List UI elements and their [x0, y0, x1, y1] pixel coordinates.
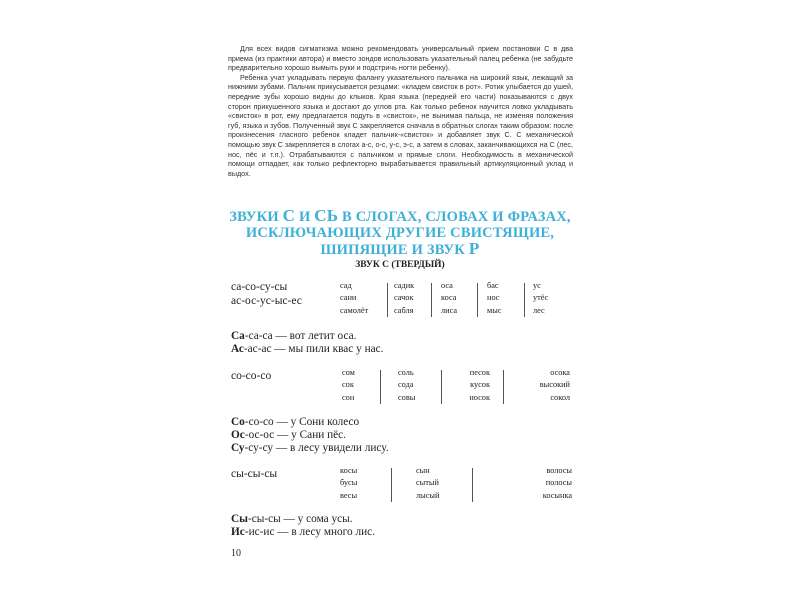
word-column — [448, 367, 490, 404]
word: песок — [469, 368, 490, 377]
column-divider — [503, 370, 504, 404]
word: лиса — [441, 305, 458, 315]
word-column — [398, 367, 415, 404]
phrase-rest: -са-са — вот летит оса. — [244, 330, 357, 342]
word: сода — [398, 380, 414, 390]
word: носок — [469, 392, 490, 402]
word: мыс — [487, 305, 502, 315]
word: косынка — [542, 490, 572, 500]
column-divider — [472, 468, 473, 502]
phrase-rest: -со-со — у Сони колесо — [244, 416, 360, 428]
word: сытый — [416, 478, 439, 488]
heading-line-1 — [218, 208, 582, 225]
word-column — [500, 465, 572, 502]
word: сон — [342, 392, 355, 402]
phrase-rest: -ос-ос — у Сани пёс. — [244, 429, 347, 441]
word: лес — [533, 305, 545, 315]
word: совы — [398, 392, 416, 402]
syllable-line: са-со-су-сы — [231, 281, 288, 293]
phrase-line — [231, 429, 389, 442]
word: косы — [340, 466, 358, 475]
column-divider — [380, 370, 381, 404]
word-column — [340, 280, 368, 317]
word: высокий — [539, 380, 570, 390]
word: полосы — [545, 478, 572, 488]
heading-text: ШИПЯЩИЕ И ЗВУК — [320, 242, 469, 258]
word: утёс — [533, 293, 549, 303]
section-heading — [218, 208, 582, 258]
syllable-line: со-со-со — [231, 370, 272, 382]
syllable-group-2 — [231, 369, 271, 383]
heading-letter-r: Р — [468, 239, 480, 258]
word-column — [516, 367, 570, 404]
word: кусок — [470, 380, 490, 390]
syllable-line: ас-ос-ус-ыс-ес — [231, 295, 302, 307]
heading-line-2: ИСКЛЮЧАЮЩИХ ДРУГИЕ СВИСТЯЩИЕ, — [245, 225, 555, 241]
word: самолёт — [340, 305, 369, 315]
word: сок — [342, 380, 354, 390]
word: сад — [340, 281, 352, 290]
heading-text: ЗВУКИ — [229, 209, 283, 225]
word: коса — [441, 293, 457, 303]
phrase-rest: -сы-сы — у сома усы. — [247, 513, 353, 525]
phrase-group-2 — [231, 416, 389, 455]
word-column — [340, 465, 357, 502]
phrase-line — [231, 513, 375, 526]
word: весы — [340, 490, 358, 500]
heading-letter-s: С — [282, 206, 296, 225]
word-column — [533, 280, 548, 317]
word-column — [441, 280, 457, 317]
phrase-lead: Су — [231, 442, 245, 454]
word: бас — [487, 281, 499, 290]
intro-text — [228, 44, 573, 178]
syllable-group-1 — [231, 280, 302, 308]
word-column — [342, 367, 355, 404]
page-number: 10 — [231, 548, 241, 559]
word: сабля — [394, 305, 414, 315]
word: сачок — [394, 293, 414, 303]
phrase-lead: Ос — [231, 429, 245, 441]
column-divider — [524, 283, 525, 317]
phrase-line — [231, 526, 375, 539]
phrase-lead: Ис — [231, 526, 245, 538]
word: садик — [394, 281, 415, 290]
word: ус — [533, 281, 541, 290]
word: сокол — [550, 392, 570, 402]
heading-line-3 — [218, 241, 582, 258]
phrase-lead: Ас — [231, 343, 244, 355]
word: бусы — [340, 478, 358, 488]
word: сани — [340, 293, 357, 303]
word: оса — [441, 281, 453, 290]
column-divider — [477, 283, 478, 317]
word: волосы — [546, 466, 572, 475]
word: сом — [342, 368, 355, 377]
word: осока — [550, 368, 570, 377]
intro-paragraph-1: Для всех видов сигматизма можно рекомендовать универсальный прием постановки С в два приема (из практики автора) и вместо зондов использовать указательный палец ребенка (не забудьте предварительно хорошо вымыть руки и подстричь ногти ребенку). — [228, 44, 573, 73]
word: нос — [487, 293, 500, 303]
phrase-lead: Сы — [231, 513, 248, 525]
phrase-lead: Са — [231, 330, 245, 342]
heading-text: И — [295, 209, 315, 225]
sound-subheading: ЗВУК С (ТВЕРДЫЙ) — [355, 260, 445, 270]
phrase-line — [231, 442, 389, 455]
phrase-line — [231, 343, 384, 356]
phrase-group-1 — [231, 330, 384, 356]
column-divider — [441, 370, 442, 404]
word: лысый — [416, 490, 440, 500]
word-column — [394, 280, 414, 317]
column-divider — [391, 468, 392, 502]
word: соль — [398, 368, 414, 377]
syllable-line: сы-сы-сы — [231, 468, 278, 480]
phrase-group-3 — [231, 513, 375, 539]
phrase-rest: -ис-ис — в лесу много лис. — [244, 526, 376, 538]
heading-letter-sj: СЬ — [314, 206, 339, 225]
column-divider — [431, 283, 432, 317]
syllable-group-3 — [231, 467, 277, 481]
heading-text: В СЛОГАХ, СЛОВАХ И ФРАЗАХ, — [338, 209, 571, 225]
column-divider — [387, 283, 388, 317]
phrase-rest: -ас-ас — мы пили квас у нас. — [243, 343, 384, 355]
phrase-lead: Со — [231, 416, 245, 428]
phrase-rest: -су-су — в лесу увидели лису. — [244, 442, 389, 454]
phrase-line — [231, 416, 389, 429]
word: сын — [416, 466, 430, 475]
phrase-line — [231, 330, 384, 343]
intro-paragraph-2: Ребенка учат укладывать первую фалангу указательного пальчика на широкий язык, лежащий за нижними зубами. Пальчик прикусывается резцами: «кладем свисток в рот». Ротик улыбается до ушей, передние зубы хорошо видны до клыков. Края языка (передней его части) показываются с двух сторон прикушенного языка и достают до углов рта. Как только ребенок научится ловко укладывать «свисток» в рот, ему предлагается подуть в «свисток», не вынимая пальца, не изменяя положения губ, языка и зубов. Полученный звук С закрепляется сначала в обратных слогах таким образом: после произнесения гласного ребенок кладет пальчик-«свисток» и добавляет звук С. С механической помощью звук С закрепляется в слогах а-с, о-с, у-с, э-с, а затем в словах, заканчивающихся на С (лес, нос, пёс и т.п.). Отрабатываются с пальчиком и прямые слоги. Необходимость в механической помощи отпадает, как только рефлекторно вырабатывается правильный артикуляционный уклад и выдох. — [228, 72, 573, 178]
word-column — [487, 280, 502, 317]
word-column — [416, 465, 439, 502]
